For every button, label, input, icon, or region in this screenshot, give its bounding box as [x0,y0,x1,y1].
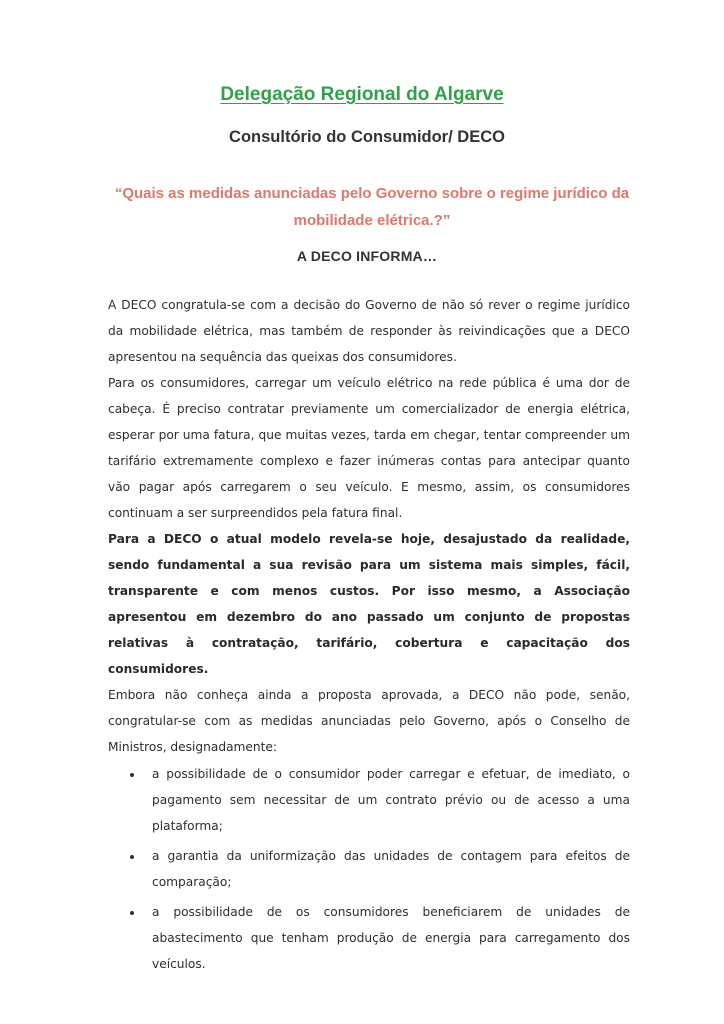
list-item-text: a garantia da uniformização das unidades de contagem para efeitos de comparação; [152,849,630,889]
list-item [108,843,630,895]
list-item [108,761,630,839]
section-heading: A DECO INFORMA… [296,248,438,264]
page-title: Delegação Regional do Algarve [220,84,504,105]
list-item-text: a possibilidade de o consumidor poder carregar e efetuar, de imediato, o pagamento sem necessitar de um contrato prévio ou de acesso a uma plataforma; [152,767,630,833]
page-subtitle: Consultório do Consumidor/ DECO [229,128,505,146]
list-item [108,899,630,977]
paragraph-problem: Para os consumidores, carregar um veículo elétrico na rede pública é uma dor de cabeça. É preciso contratar previamente um comercializador de energia elétrica, esperar por uma fatura, que muitas vezes, tarda em chegar, tentar compreender um tarifário extremamente complexo e fazer inúmeras contas para antecipar quanto vão pagar após carregarem o seu veículo. E mesmo, assim, os consumidores continuam a ser surpreendidos pela fatura final. [108,376,630,520]
paragraph-deco-position: Para a DECO o atual modelo revela-se hoje, desajustado da realidade, sendo fundamental a sua revisão para um sistema mais simples, fácil, transparente e com menos custos. Por isso mesmo, a Associação apresentou em dezembro do ano passado um conjunto de propostas relativas à contratação, tarifário, cobertura e capacitação dos consumidores. [108,532,630,676]
article-body [108,292,630,981]
question-heading: “Quais as medidas anunciadas pelo Governo sobre o regime jurídico da mobilidade elétrica.?” [114,185,630,229]
measures-list [108,761,630,977]
bullet-icon [130,773,134,777]
paragraph-intro: A DECO congratula-se com a decisão do Governo de não só rever o regime jurídico da mobilidade elétrica, mas também de responder às reivindicações que a DECO apresentou na sequência das queixas dos consumidores. [108,298,630,364]
list-item-text: a possibilidade de os consumidores beneficiarem de unidades de abastecimento que tenham produção de energia para carregamento dos veículos. [152,905,630,971]
bullet-icon [130,855,134,859]
paragraph-measures-intro: Embora não conheça ainda a proposta aprovada, a DECO não pode, senão, congratular-se com as medidas anunciadas pelo Governo, após o Conselho de Ministros, designadamente: [108,688,630,754]
bullet-icon [130,911,134,915]
